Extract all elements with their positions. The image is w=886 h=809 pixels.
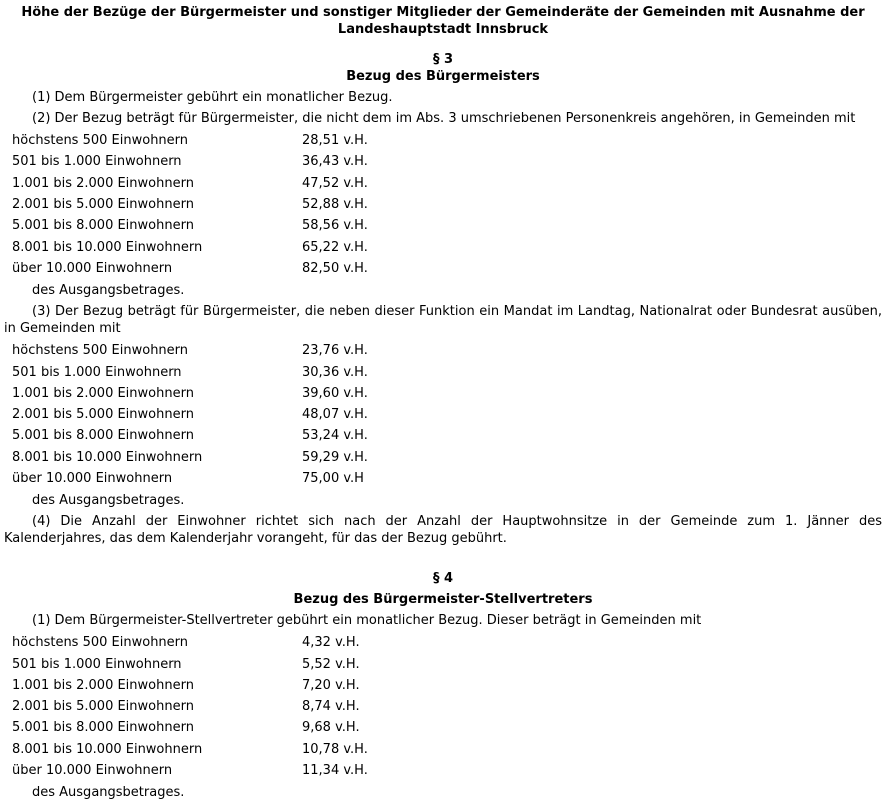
rate-value: 8,74 v.H. <box>302 699 360 715</box>
table-row <box>4 215 422 236</box>
table-row <box>4 340 422 361</box>
table-row <box>4 151 422 172</box>
rate-value: 28,51 v.H. <box>302 133 368 149</box>
population-range: 5.001 bis 8.000 Einwohnern <box>12 218 194 234</box>
population-range: 8.001 bis 10.000 Einwohnern <box>12 449 203 465</box>
section-3-after-table-1: des Ausgangsbetrages. <box>32 283 185 299</box>
population-range: 1.001 bis 2.000 Einwohnern <box>12 175 194 191</box>
population-range: höchstens 500 Einwohnern <box>12 635 189 651</box>
section-4-number: § 4 <box>432 571 454 587</box>
section-4-rate-table-1 <box>4 632 422 781</box>
table-row <box>4 468 422 489</box>
table-row <box>4 717 422 738</box>
section-3-paragraph-2: (2) Der Bezug beträgt für Bürgermeister, die nicht dem im Abs. 3 umschriebenen Personenkreis angehören, in Gemeinden mit <box>32 111 856 126</box>
population-range: 5.001 bis 8.000 Einwohnern <box>12 720 194 736</box>
section-3-paragraph-4: (4) Die Anzahl der Einwohner richtet sich nach der Anzahl der Hauptwohnsitze in der Gemeinde zum 1. Jänner des Kalenderjahres, das dem Kalenderjahr vorangeht, für das der Bezug gebührt. <box>4 514 882 547</box>
section-4-after-table-1: des Ausgangsbetrages. <box>32 785 185 801</box>
rate-value: 52,88 v.H. <box>302 197 368 213</box>
document-title: Höhe der Bezüge der Bürgermeister und sonstiger Mitglieder der Gemeinderäte der Gemeinden mit Ausnahme der Landeshauptstadt Innsbruck <box>21 5 865 37</box>
population-range: über 10.000 Einwohnern <box>12 260 173 276</box>
rate-value: 36,43 v.H. <box>302 154 368 170</box>
rate-value: 59,29 v.H. <box>302 449 368 465</box>
rate-value: 65,22 v.H. <box>302 239 368 255</box>
section-3-heading: Bezug des Bürgermeisters <box>346 69 540 84</box>
table-row <box>4 194 422 215</box>
rate-value: 5,52 v.H. <box>302 656 360 672</box>
table-row <box>4 760 422 781</box>
table-row <box>4 383 422 404</box>
rate-value: 82,50 v.H. <box>302 260 368 276</box>
population-range: 8.001 bis 10.000 Einwohnern <box>12 239 203 255</box>
table-row <box>4 696 422 717</box>
table-row <box>4 404 422 425</box>
population-range: 8.001 bis 10.000 Einwohnern <box>12 741 203 757</box>
table-row <box>4 653 422 674</box>
population-range: 1.001 bis 2.000 Einwohnern <box>12 677 194 693</box>
population-range: 1.001 bis 2.000 Einwohnern <box>12 385 194 401</box>
population-range: 2.001 bis 5.000 Einwohnern <box>12 699 194 715</box>
rate-value: 58,56 v.H. <box>302 218 368 234</box>
rate-value: 11,34 v.H. <box>302 763 368 779</box>
population-range: 501 bis 1.000 Einwohnern <box>12 656 182 672</box>
table-row <box>4 130 422 151</box>
population-range: 5.001 bis 8.000 Einwohnern <box>12 428 194 444</box>
population-range: 2.001 bis 5.000 Einwohnern <box>12 197 194 213</box>
section-3-paragraph-1: (1) Dem Bürgermeister gebührt ein monatlicher Bezug. <box>32 90 393 105</box>
rate-value: 75,00 v.H <box>302 471 364 486</box>
section-3-paragraph-3: (3) Der Bezug beträgt für Bürgermeister, die neben dieser Funktion ein Mandat im Landtag, Nationalrat oder Bundesrat ausüben, in Gemeinden mit <box>4 304 882 337</box>
table-row <box>4 258 422 279</box>
population-range: höchstens 500 Einwohnern <box>12 133 189 149</box>
table-row <box>4 236 422 257</box>
rate-value: 4,32 v.H. <box>302 635 360 651</box>
table-row <box>4 425 422 446</box>
table-row <box>4 675 422 696</box>
table-row <box>4 361 422 382</box>
rate-value: 39,60 v.H. <box>302 385 368 401</box>
section-3-rate-table-2 <box>4 340 422 489</box>
rate-value: 53,24 v.H. <box>302 428 368 444</box>
section-3-after-table-2: des Ausgangsbetrages. <box>32 493 185 509</box>
rate-value: 9,68 v.H. <box>302 720 360 736</box>
population-range: über 10.000 Einwohnern <box>12 763 173 779</box>
population-range: 2.001 bis 5.000 Einwohnern <box>12 407 194 423</box>
section-4-paragraph-1: (1) Dem Bürgermeister-Stellvertreter gebührt ein monatlicher Bezug. Dieser beträgt in Gemeinden mit <box>32 613 702 629</box>
population-range: über 10.000 Einwohnern <box>12 471 173 486</box>
population-range: 501 bis 1.000 Einwohnern <box>12 154 182 170</box>
population-range: 501 bis 1.000 Einwohnern <box>12 364 182 380</box>
population-range: höchstens 500 Einwohnern <box>12 343 189 359</box>
rate-value: 48,07 v.H. <box>302 407 368 423</box>
section-3-number: § 3 <box>432 52 454 67</box>
rate-value: 23,76 v.H. <box>302 343 368 359</box>
table-row <box>4 447 422 468</box>
table-row <box>4 632 422 653</box>
rate-value: 7,20 v.H. <box>302 677 360 693</box>
table-row <box>4 173 422 194</box>
section-4-heading: Bezug des Bürgermeister-Stellvertreters <box>293 592 593 608</box>
rate-value: 10,78 v.H. <box>302 741 368 757</box>
rate-value: 47,52 v.H. <box>302 175 368 191</box>
table-row <box>4 739 422 760</box>
rate-value: 30,36 v.H. <box>302 364 368 380</box>
section-3-rate-table-1 <box>4 130 422 279</box>
